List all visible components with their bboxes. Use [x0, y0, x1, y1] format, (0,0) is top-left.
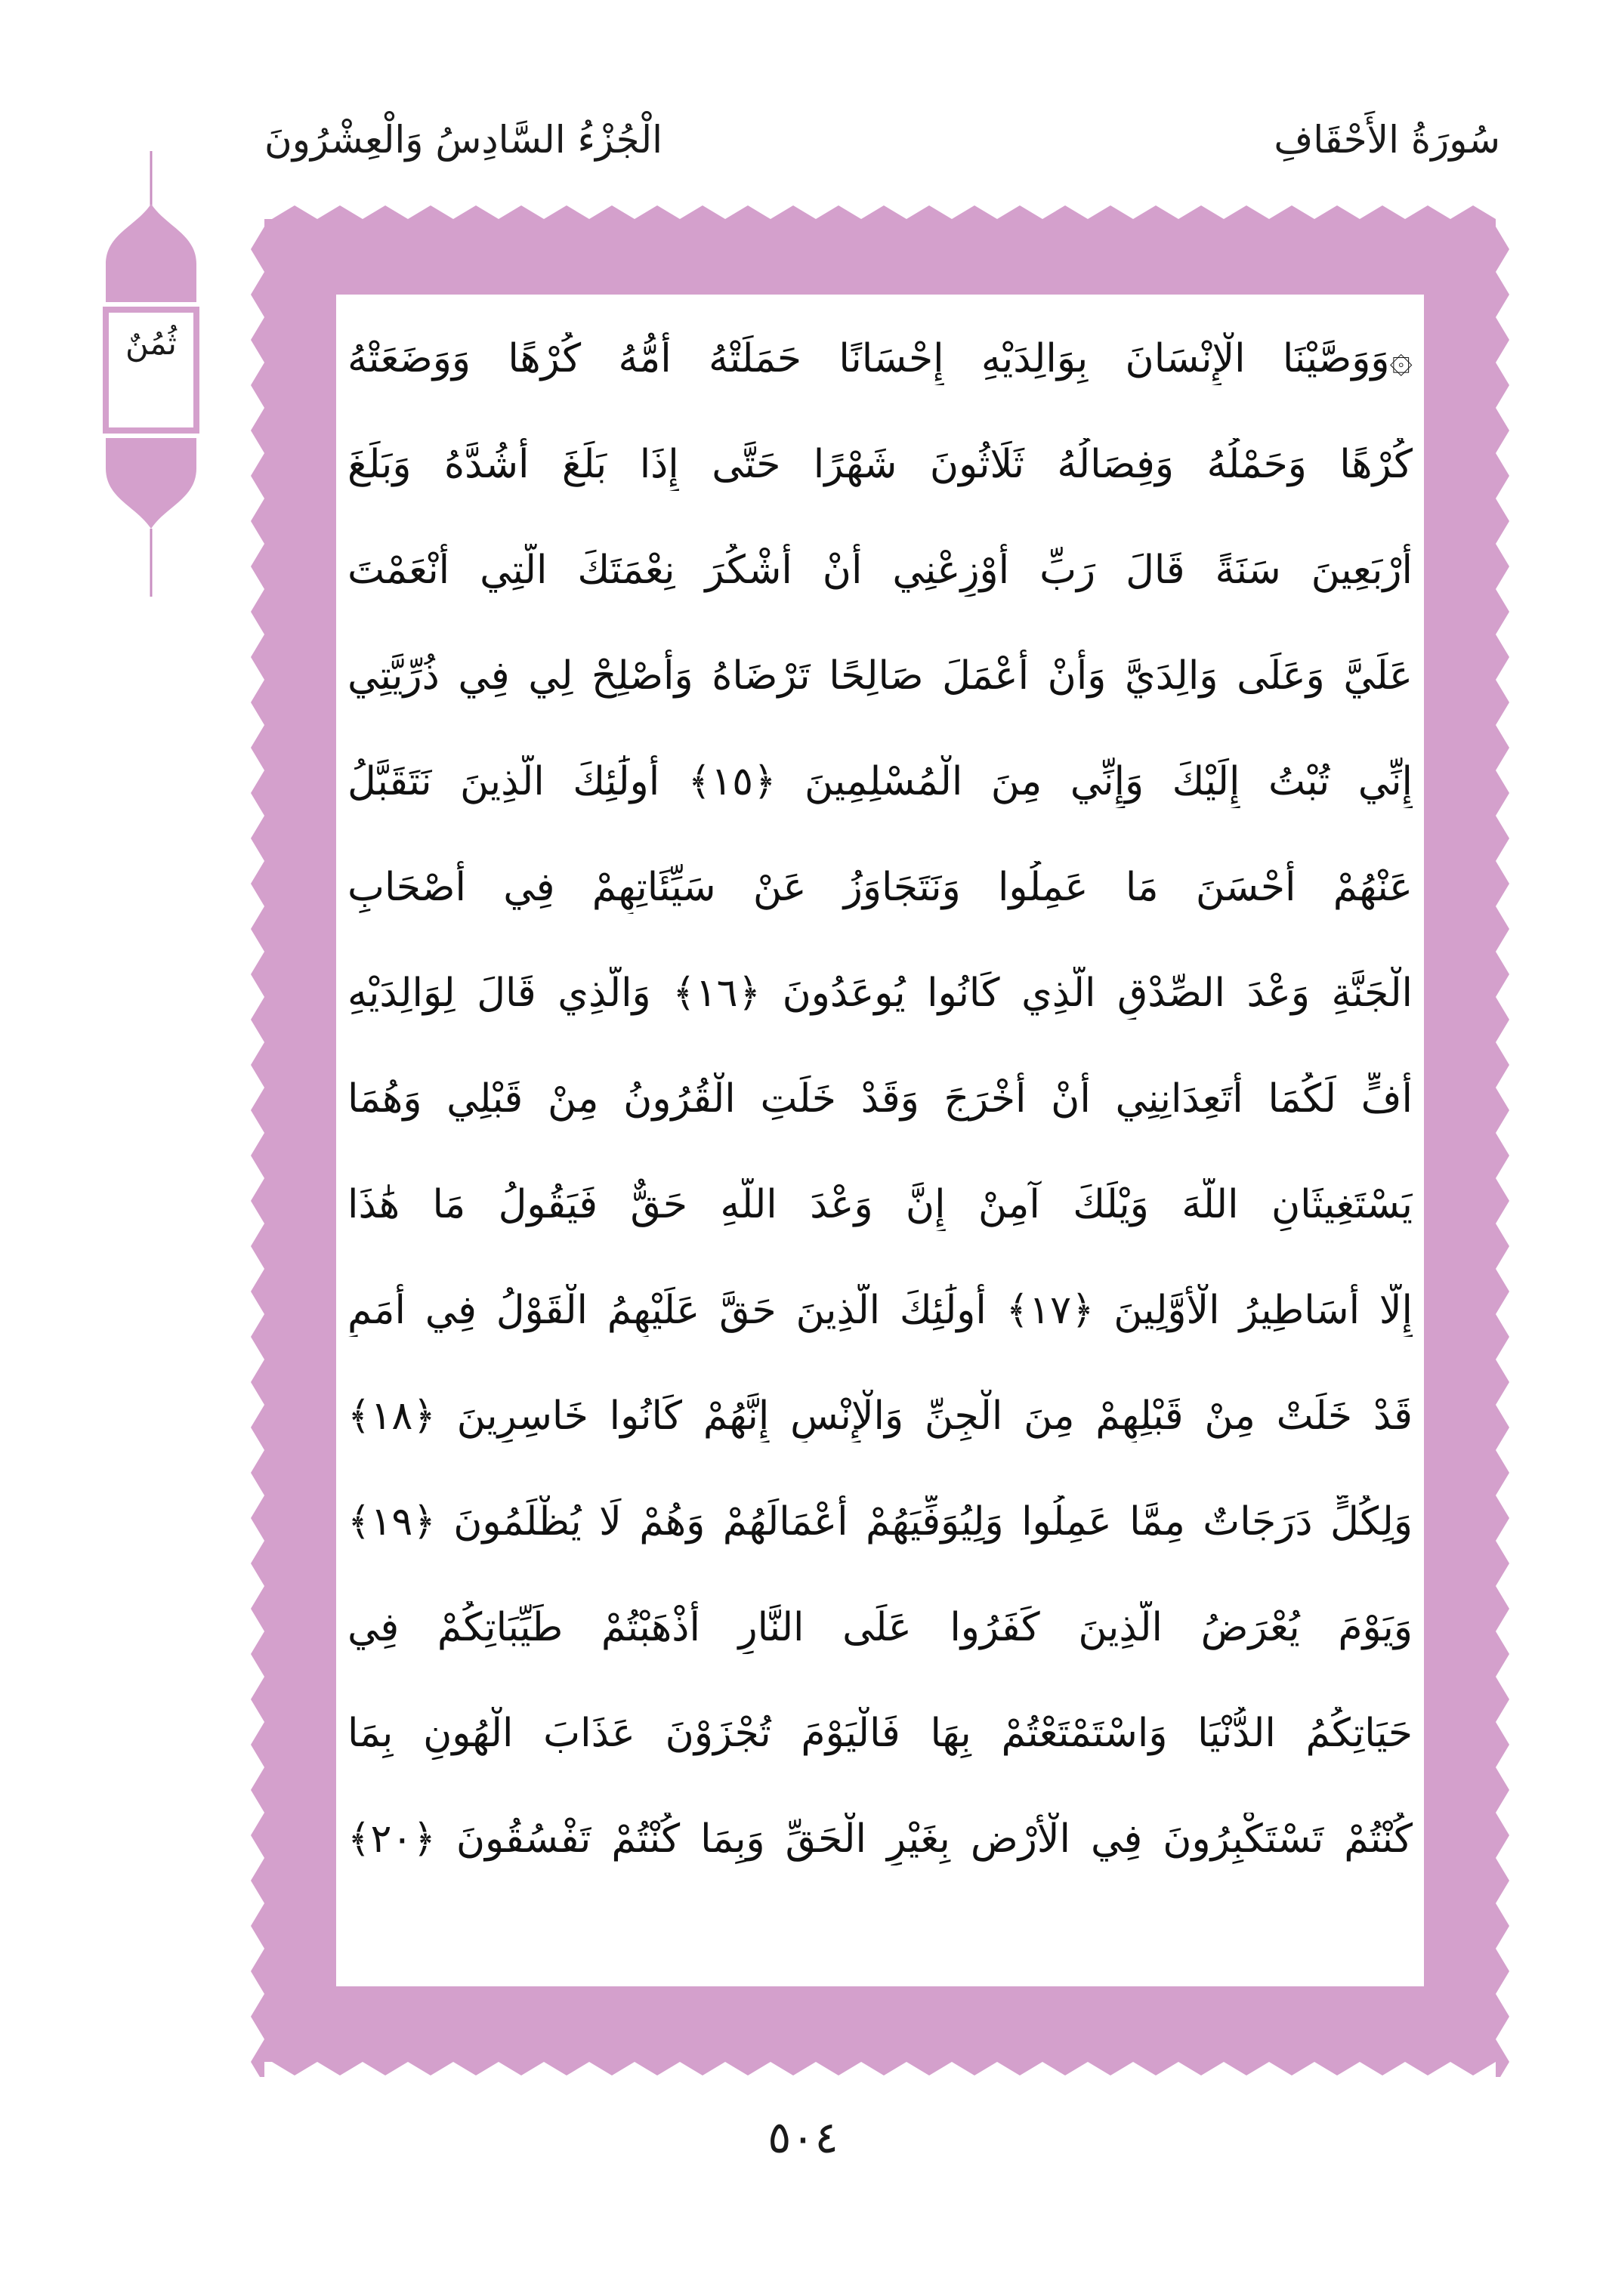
- hizb-marker-ornament: [91, 151, 212, 597]
- text-line: إِلَّا أَسَاطِيرُ الْأَوَّلِينَ ﴿١٧﴾ أُولَٰئِكَ الَّذِينَ حَقَّ عَلَيْهِمُ الْقَوْلُ فِي أُمَمٍ: [347, 1288, 1413, 1333]
- text-line: يَسْتَغِيثَانِ اللَّهَ وَيْلَكَ آمِنْ إِنَّ وَعْدَ اللَّهِ حَقٌّ فَيَقُولُ مَا هَٰذَا: [347, 1182, 1413, 1227]
- text-line: كُرْهًا وَحَمْلُهُ وَفِصَالُهُ ثَلَاثُونَ شَهْرًا حَتَّى إِذَا بَلَغَ أَشُدَّهُ وَبَلَغَ: [347, 442, 1413, 487]
- text-line: أَرْبَعِينَ سَنَةً قَالَ رَبِّ أَوْزِعْنِي أَنْ أَشْكُرَ نِعْمَتَكَ الَّتِي أَنْعَمْتَ: [347, 548, 1413, 593]
- text-line: عَلَيَّ وَعَلَى وَالِدَيَّ وَأَنْ أَعْمَلَ صَالِحًا تَرْضَاهُ وَأَصْلِحْ لِي فِي ذُرِّيَّتِي: [347, 653, 1413, 699]
- text-line: إِنِّي تُبْتُ إِلَيْكَ وَإِنِّي مِنَ الْمُسْلِمِينَ ﴿١٥﴾ أُولَٰئِكَ الَّذِينَ نَتَقَبَّلُ: [347, 759, 1413, 804]
- page-number: ٥٠٤: [767, 2112, 839, 2163]
- surah-title: سُورَةُ الأَحْقَافِ: [1274, 118, 1500, 162]
- text-line: قَدْ خَلَتْ مِنْ قَبْلِهِمْ مِنَ الْجِنِّ وَالْإِنْسِ إِنَّهُمْ كَانُوا خَاسِرِينَ ﴿١٨﴾: [347, 1393, 1413, 1439]
- text-line: عَنْهُمْ أَحْسَنَ مَا عَمِلُوا وَنَتَجَاوَزُ عَنْ سَيِّئَاتِهِمْ فِي أَصْحَابِ: [347, 865, 1413, 910]
- text-line: وَلِكُلٍّ دَرَجَاتٌ مِمَّا عَمِلُوا وَلِيُوَفِّيَهُمْ أَعْمَالَهُمْ وَهُمْ لَا يُظْلَمُونَ ﴿١٩﴾: [347, 1499, 1413, 1545]
- juz-title: الْجُزْءُ السَّادِسُ وَالْعِشْرُونَ: [264, 118, 663, 162]
- text-line: أُفٍّ لَكُمَا أَتَعِدَانِنِي أَنْ أُخْرَجَ وَقَدْ خَلَتِ الْقُرُونُ مِنْ قَبْلِي وَهُمَا: [347, 1076, 1413, 1122]
- text-line: ۞وَوَصَّيْنَا الْإِنْسَانَ بِوَالِدَيْهِ إِحْسَانًا حَمَلَتْهُ أُمُّهُ كُرْهًا وَوَضَعَتْهُ: [347, 336, 1413, 381]
- text-line: وَيَوْمَ يُعْرَضُ الَّذِينَ كَفَرُوا عَلَى النَّارِ أَذْهَبْتُمْ طَيِّبَاتِكُمْ فِي: [347, 1605, 1413, 1650]
- text-line: كُنْتُمْ تَسْتَكْبِرُونَ فِي الْأَرْضِ بِغَيْرِ الْحَقِّ وَبِمَا كُنْتُمْ تَفْسُقُونَ ﴿٢٠﴾: [347, 1816, 1413, 1862]
- thumun-marker-label: ثُمُنٌ: [125, 325, 177, 362]
- text-line: الْجَنَّةِ وَعْدَ الصِّدْقِ الَّذِي كَانُوا يُوعَدُونَ ﴿١٦﴾ وَالَّذِي قَالَ لِوَالِدَيْهِ: [347, 971, 1413, 1016]
- text-line: حَيَاتِكُمُ الدُّنْيَا وَاسْتَمْتَعْتُمْ بِهَا فَالْيَوْمَ تُجْزَوْنَ عَذَابَ الْهُونِ بِمَا: [347, 1711, 1413, 1756]
